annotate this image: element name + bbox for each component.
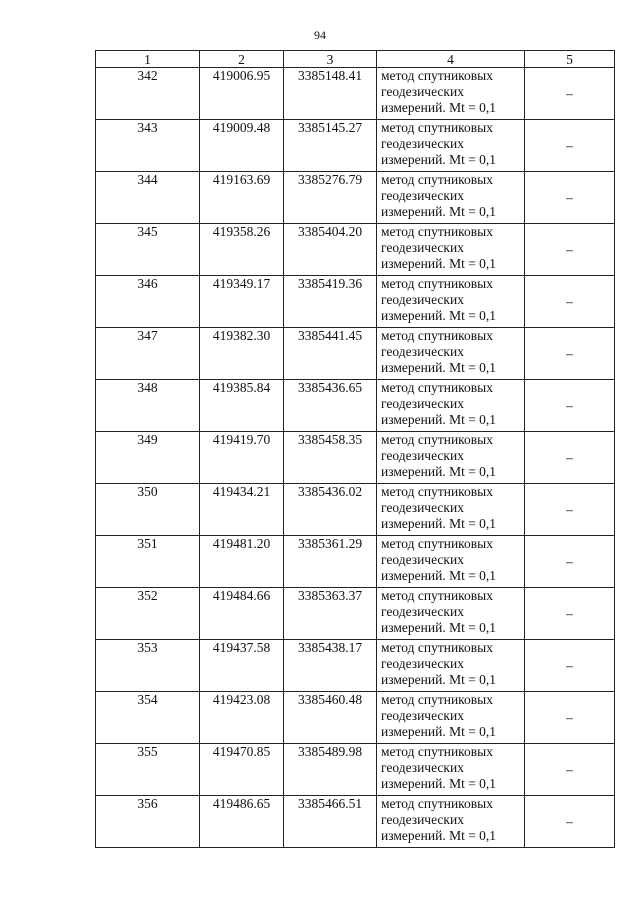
point-number-cell: 346 [96,276,200,328]
method-line: измерений. Mt = 0,1 [381,464,497,479]
method-line: геодезических [381,240,464,255]
accuracy-cell: – [525,328,615,380]
accuracy-cell: – [525,484,615,536]
method-line: измерений. Mt = 0,1 [381,100,497,115]
accuracy-cell: – [525,744,615,796]
table-row [96,328,615,380]
x-coordinate-cell: 419423.08 [200,692,284,744]
method-line: геодезических [381,708,464,723]
y-coordinate-cell: 3385361.29 [284,536,377,588]
method-line: метод спутниковых [381,224,493,239]
method-line: измерений. Mt = 0,1 [381,152,497,167]
table-row [96,484,615,536]
y-coordinate-cell: 3385363.37 [284,588,377,640]
point-number-cell: 354 [96,692,200,744]
method-cell [377,432,525,484]
method-cell [377,224,525,276]
y-coordinate-cell: 3385404.20 [284,224,377,276]
method-line: метод спутниковых [381,744,493,759]
point-number-cell: 345 [96,224,200,276]
method-line: геодезических [381,760,464,775]
accuracy-cell: – [525,796,615,848]
method-cell [377,796,525,848]
method-line: измерений. Mt = 0,1 [381,620,497,635]
table-row [96,744,615,796]
method-cell [377,536,525,588]
table-row [96,692,615,744]
table-row [96,276,615,328]
method-cell [377,120,525,172]
method-line: измерений. Mt = 0,1 [381,360,497,375]
method-cell [377,276,525,328]
x-coordinate-cell: 419481.20 [200,536,284,588]
point-number-cell: 342 [96,68,200,120]
method-line: геодезических [381,604,464,619]
x-coordinate-cell: 419006.95 [200,68,284,120]
method-line: геодезических [381,656,464,671]
point-number-cell: 351 [96,536,200,588]
point-number-cell: 352 [96,588,200,640]
method-line: измерений. Mt = 0,1 [381,204,497,219]
x-coordinate-cell: 419163.69 [200,172,284,224]
page-number: 94 [314,28,326,42]
method-line: метод спутниковых [381,276,493,291]
y-coordinate-cell: 3385460.48 [284,692,377,744]
accuracy-cell: – [525,432,615,484]
x-coordinate-cell: 419382.30 [200,328,284,380]
y-coordinate-cell: 3385466.51 [284,796,377,848]
method-line: измерений. Mt = 0,1 [381,828,497,843]
accuracy-cell: – [525,692,615,744]
method-line: метод спутниковых [381,328,493,343]
y-coordinate-cell: 3385489.98 [284,744,377,796]
method-line: измерений. Mt = 0,1 [381,516,497,531]
y-coordinate-cell: 3385436.02 [284,484,377,536]
method-line: геодезических [381,500,464,515]
accuracy-cell: – [525,536,615,588]
x-coordinate-cell: 419437.58 [200,640,284,692]
method-line: геодезических [381,344,464,359]
method-line: измерений. Mt = 0,1 [381,672,497,687]
point-number-cell: 349 [96,432,200,484]
table-row [96,120,615,172]
point-number-cell: 348 [96,380,200,432]
point-number-cell: 347 [96,328,200,380]
method-line: метод спутниковых [381,432,493,447]
y-coordinate-cell: 3385276.79 [284,172,377,224]
method-line: геодезических [381,552,464,567]
method-cell [377,328,525,380]
method-cell [377,172,525,224]
table-row [96,380,615,432]
table-row [96,172,615,224]
method-line: метод спутниковых [381,640,493,655]
point-number-cell: 353 [96,640,200,692]
method-line: геодезических [381,812,464,827]
header-col-4: 4 [377,51,525,68]
method-line: измерений. Mt = 0,1 [381,724,497,739]
accuracy-cell: – [525,640,615,692]
method-line: измерений. Mt = 0,1 [381,256,497,271]
method-line: метод спутниковых [381,536,493,551]
y-coordinate-cell: 3385436.65 [284,380,377,432]
method-line: измерений. Mt = 0,1 [381,568,497,583]
y-coordinate-cell: 3385458.35 [284,432,377,484]
header-col-3: 3 [284,51,377,68]
x-coordinate-cell: 419009.48 [200,120,284,172]
accuracy-cell: – [525,120,615,172]
method-line: измерений. Mt = 0,1 [381,412,497,427]
method-line: геодезических [381,448,464,463]
table-row [96,224,615,276]
accuracy-cell: – [525,380,615,432]
header-col-5: 5 [525,51,615,68]
method-line: геодезических [381,136,464,151]
accuracy-cell: – [525,68,615,120]
table-header-row [96,51,615,68]
method-line: метод спутниковых [381,484,493,499]
method-cell [377,588,525,640]
table-row [96,588,615,640]
method-line: метод спутниковых [381,588,493,603]
x-coordinate-cell: 419434.21 [200,484,284,536]
method-cell [377,744,525,796]
accuracy-cell: – [525,276,615,328]
method-line: метод спутниковых [381,796,493,811]
method-line: измерений. Mt = 0,1 [381,776,497,791]
method-line: метод спутниковых [381,380,493,395]
method-cell [377,68,525,120]
y-coordinate-cell: 3385438.17 [284,640,377,692]
accuracy-cell: – [525,224,615,276]
method-cell [377,692,525,744]
x-coordinate-cell: 419484.66 [200,588,284,640]
accuracy-cell: – [525,588,615,640]
y-coordinate-cell: 3385419.36 [284,276,377,328]
header-col-2: 2 [200,51,284,68]
table-row [96,432,615,484]
x-coordinate-cell: 419419.70 [200,432,284,484]
method-line: геодезических [381,84,464,99]
point-number-cell: 344 [96,172,200,224]
coordinates-table [95,50,615,848]
accuracy-cell: – [525,172,615,224]
point-number-cell: 356 [96,796,200,848]
table-row [96,68,615,120]
method-line: метод спутниковых [381,68,493,83]
method-line: метод спутниковых [381,172,493,187]
method-cell [377,484,525,536]
method-line: измерений. Mt = 0,1 [381,308,497,323]
x-coordinate-cell: 419470.85 [200,744,284,796]
header-col-1: 1 [96,51,200,68]
point-number-cell: 355 [96,744,200,796]
point-number-cell: 350 [96,484,200,536]
point-number-cell: 343 [96,120,200,172]
table-row [96,796,615,848]
x-coordinate-cell: 419486.65 [200,796,284,848]
method-line: геодезических [381,188,464,203]
y-coordinate-cell: 3385145.27 [284,120,377,172]
table-row [96,536,615,588]
method-line: геодезических [381,396,464,411]
y-coordinate-cell: 3385441.45 [284,328,377,380]
method-line: метод спутниковых [381,120,493,135]
y-coordinate-cell: 3385148.41 [284,68,377,120]
table-body [96,68,615,848]
table-row [96,640,615,692]
method-cell [377,640,525,692]
method-line: геодезических [381,292,464,307]
method-cell [377,380,525,432]
x-coordinate-cell: 419358.26 [200,224,284,276]
x-coordinate-cell: 419349.17 [200,276,284,328]
x-coordinate-cell: 419385.84 [200,380,284,432]
method-line: метод спутниковых [381,692,493,707]
